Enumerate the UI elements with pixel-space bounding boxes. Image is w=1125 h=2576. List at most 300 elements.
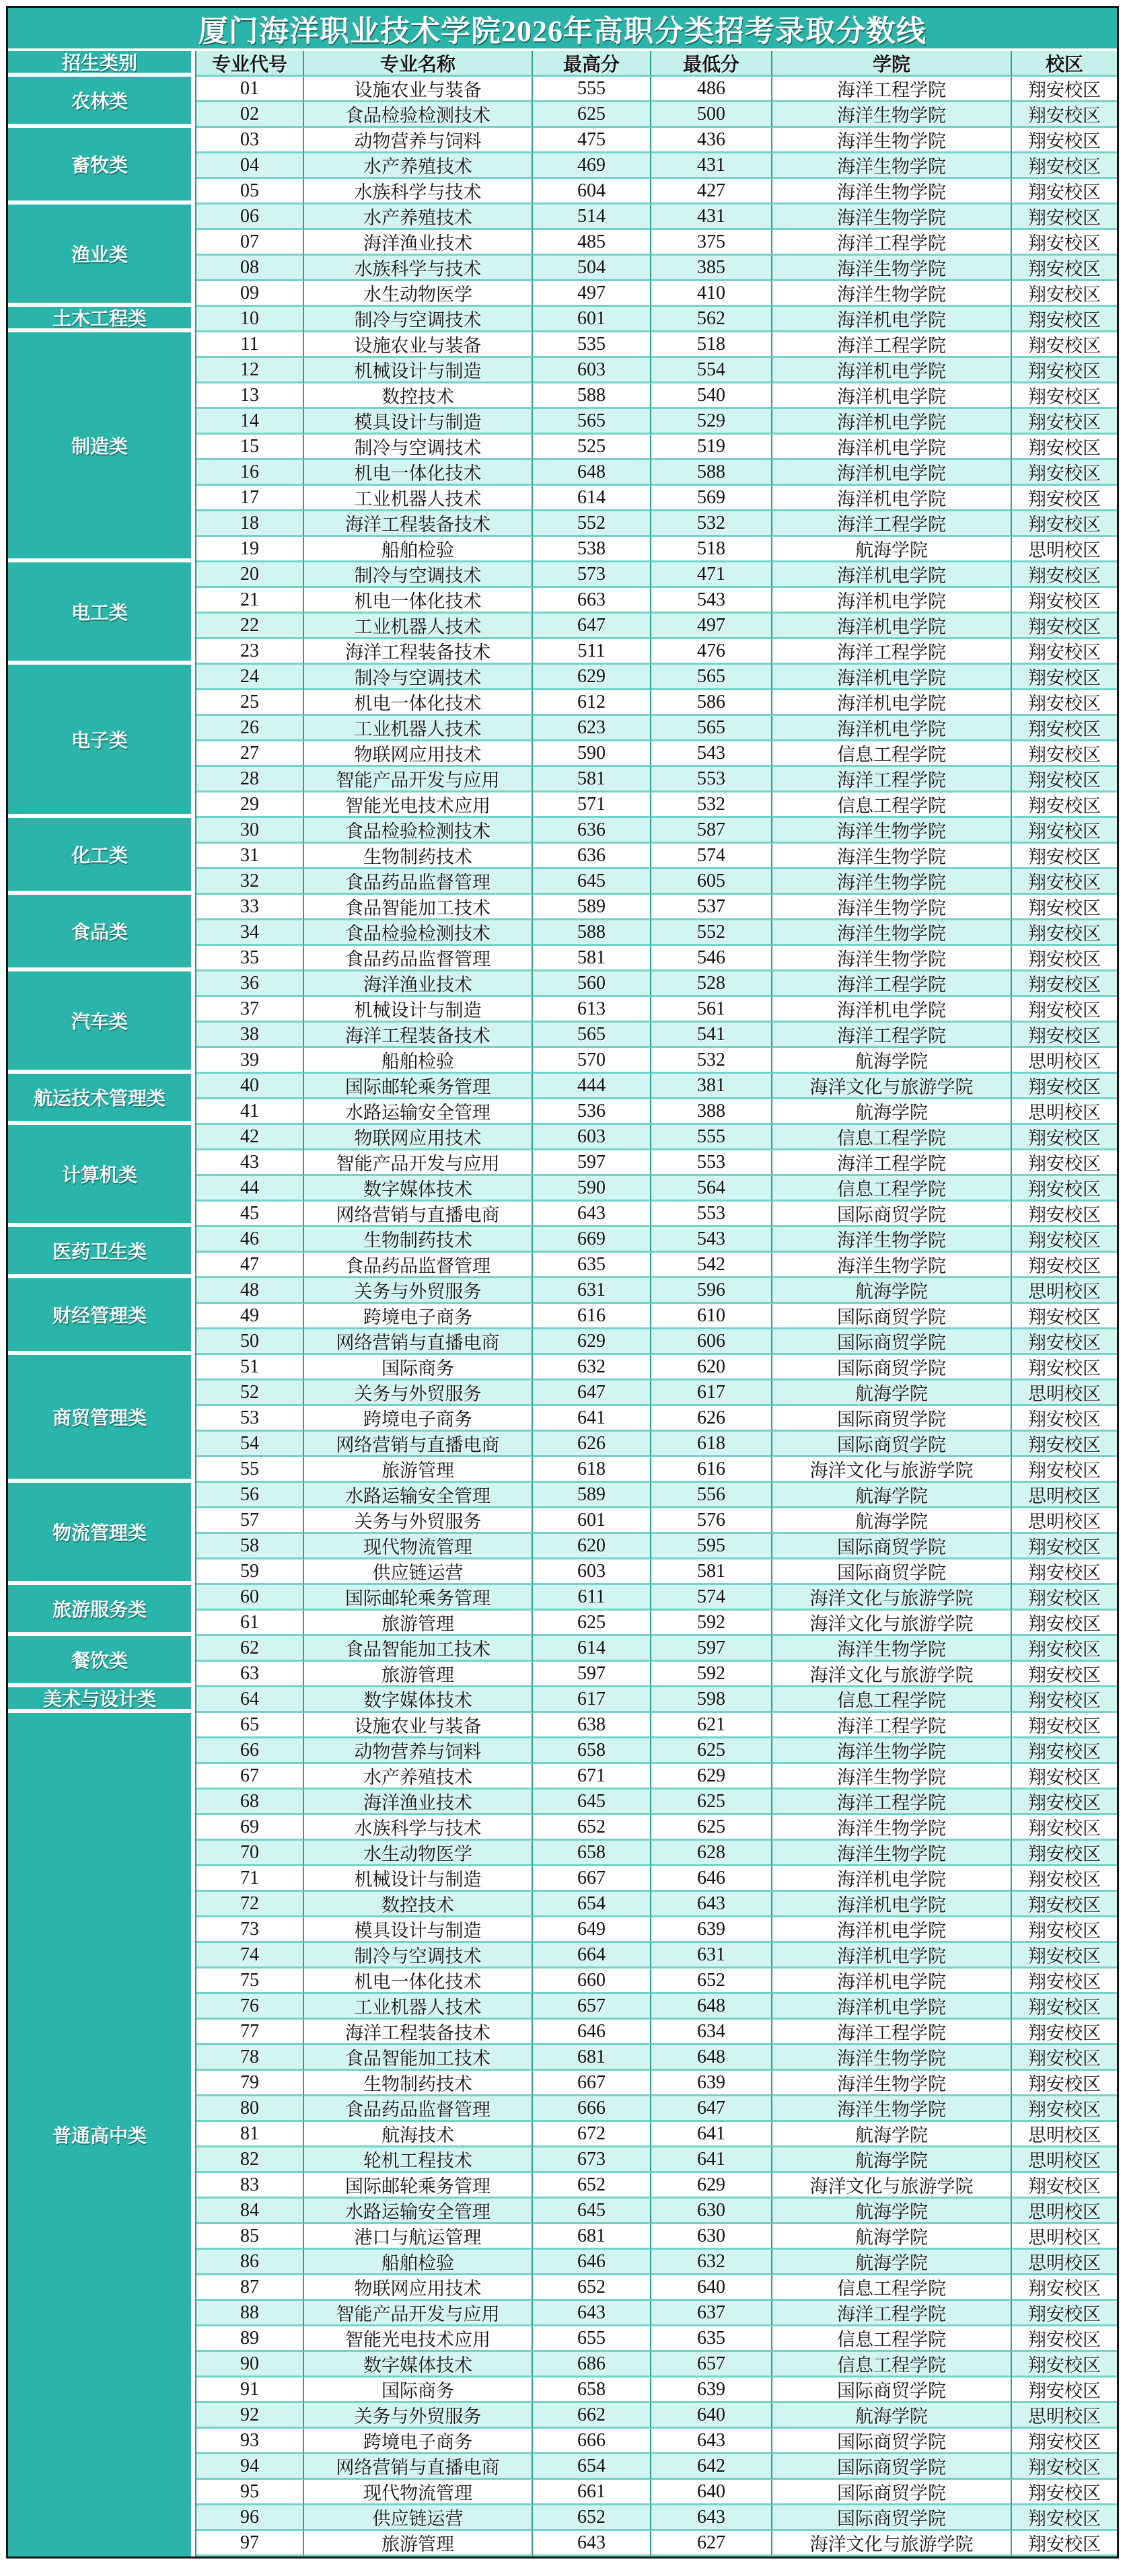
college-cell: 海洋机电学院 bbox=[772, 460, 1012, 486]
major-code-cell: 42 bbox=[196, 1125, 304, 1150]
min-score-cell: 546 bbox=[651, 946, 772, 971]
min-score-cell: 581 bbox=[651, 1559, 772, 1585]
college-cell: 海洋机电学院 bbox=[772, 716, 1012, 741]
major-code-cell: 76 bbox=[196, 1994, 304, 2020]
min-score-cell: 637 bbox=[651, 2301, 772, 2326]
min-score-cell: 630 bbox=[651, 2199, 772, 2224]
min-score-cell: 471 bbox=[651, 562, 772, 588]
max-score-cell: 570 bbox=[533, 1048, 651, 1074]
max-score-cell: 649 bbox=[533, 1917, 651, 1943]
major-code-cell: 37 bbox=[196, 997, 304, 1023]
college-cell: 国际商贸学院 bbox=[772, 2378, 1012, 2403]
major-name-cell: 模具设计与制造 bbox=[304, 409, 533, 435]
college-cell: 航海学院 bbox=[772, 1278, 1012, 1304]
college-cell: 航海学院 bbox=[772, 537, 1012, 562]
college-cell: 海洋生物学院 bbox=[772, 102, 1012, 128]
college-cell: 海洋机电学院 bbox=[772, 358, 1012, 383]
college-cell: 信息工程学院 bbox=[772, 793, 1012, 818]
min-score-cell: 618 bbox=[651, 1432, 772, 1457]
major-name-cell: 制冷与空调技术 bbox=[304, 435, 533, 460]
min-score-cell: 543 bbox=[651, 588, 772, 614]
max-score-cell: 590 bbox=[533, 741, 651, 767]
campus-cell: 翔安校区 bbox=[1012, 332, 1117, 358]
major-code-cell: 95 bbox=[196, 2480, 304, 2505]
major-name-cell: 海洋工程装备技术 bbox=[304, 511, 533, 537]
max-score-cell: 603 bbox=[533, 1125, 651, 1150]
min-score-cell: 629 bbox=[651, 2173, 772, 2199]
header-cell-campus: 校区 bbox=[1012, 51, 1117, 77]
max-score-cell: 604 bbox=[533, 179, 651, 205]
max-score-cell: 536 bbox=[533, 1099, 651, 1125]
campus-cell: 翔安校区 bbox=[1012, 2531, 1117, 2556]
major-code-cell: 70 bbox=[196, 1841, 304, 1866]
campus-cell: 思明校区 bbox=[1012, 1278, 1117, 1304]
campus-cell: 思明校区 bbox=[1012, 1483, 1117, 1508]
campus-cell: 翔安校区 bbox=[1012, 1636, 1117, 1662]
college-cell: 海洋文化与旅游学院 bbox=[772, 1074, 1012, 1099]
min-score-cell: 598 bbox=[651, 1687, 772, 1713]
category-cell: 汽车类 bbox=[8, 971, 191, 1074]
college-cell: 信息工程学院 bbox=[772, 1176, 1012, 1202]
major-code-cell: 65 bbox=[196, 1713, 304, 1738]
major-code-cell: 10 bbox=[196, 307, 304, 332]
min-score-cell: 648 bbox=[651, 2045, 772, 2071]
min-score-cell: 626 bbox=[651, 1406, 772, 1432]
college-cell: 海洋文化与旅游学院 bbox=[772, 1457, 1012, 1483]
major-name-cell: 食品智能加工技术 bbox=[304, 2045, 533, 2071]
min-score-cell: 592 bbox=[651, 1662, 772, 1687]
min-score-cell: 555 bbox=[651, 1125, 772, 1150]
major-name-cell: 海洋渔业技术 bbox=[304, 1790, 533, 1815]
max-score-cell: 589 bbox=[533, 1483, 651, 1508]
campus-cell: 思明校区 bbox=[1012, 1048, 1117, 1074]
max-score-cell: 632 bbox=[533, 1355, 651, 1381]
college-cell: 海洋机电学院 bbox=[772, 383, 1012, 409]
campus-cell: 翔安校区 bbox=[1012, 2173, 1117, 2199]
major-name-cell: 水路运输安全管理 bbox=[304, 1099, 533, 1125]
campus-cell: 思明校区 bbox=[1012, 2122, 1117, 2147]
campus-cell: 翔安校区 bbox=[1012, 869, 1117, 895]
college-cell: 国际商贸学院 bbox=[772, 2505, 1012, 2531]
major-code-cell: 84 bbox=[196, 2199, 304, 2224]
college-cell: 海洋生物学院 bbox=[772, 1815, 1012, 1841]
major-code-cell: 73 bbox=[196, 1917, 304, 1943]
campus-cell: 翔安校区 bbox=[1012, 1917, 1117, 1943]
major-code-cell: 03 bbox=[196, 128, 304, 153]
max-score-cell: 666 bbox=[533, 2096, 651, 2122]
campus-cell: 翔安校区 bbox=[1012, 946, 1117, 971]
min-score-cell: 646 bbox=[651, 1866, 772, 1892]
major-code-cell: 26 bbox=[196, 716, 304, 741]
major-name-cell: 制冷与空调技术 bbox=[304, 1943, 533, 1968]
major-code-cell: 77 bbox=[196, 2020, 304, 2045]
campus-cell: 翔安校区 bbox=[1012, 511, 1117, 537]
major-code-cell: 18 bbox=[196, 511, 304, 537]
major-code-cell: 39 bbox=[196, 1048, 304, 1074]
max-score-cell: 625 bbox=[533, 1611, 651, 1636]
major-name-cell: 食品智能加工技术 bbox=[304, 895, 533, 920]
max-score-cell: 636 bbox=[533, 818, 651, 844]
college-cell: 海洋工程学院 bbox=[772, 1713, 1012, 1738]
campus-cell: 翔安校区 bbox=[1012, 614, 1117, 639]
max-score-cell: 657 bbox=[533, 1994, 651, 2020]
college-cell: 航海学院 bbox=[772, 2250, 1012, 2275]
max-score-cell: 616 bbox=[533, 1304, 651, 1329]
major-name-cell: 工业机器人技术 bbox=[304, 614, 533, 639]
campus-cell: 翔安校区 bbox=[1012, 1585, 1117, 1611]
college-cell: 航海学院 bbox=[772, 2199, 1012, 2224]
major-name-cell: 数字媒体技术 bbox=[304, 2352, 533, 2378]
major-name-cell: 跨境电子商务 bbox=[304, 2429, 533, 2454]
max-score-cell: 511 bbox=[533, 639, 651, 665]
category-cell: 医药卫生类 bbox=[8, 1227, 191, 1278]
campus-cell: 翔安校区 bbox=[1012, 1815, 1117, 1841]
major-code-cell: 38 bbox=[196, 1023, 304, 1048]
max-score-cell: 666 bbox=[533, 2429, 651, 2454]
major-name-cell: 食品药品监督管理 bbox=[304, 1253, 533, 1278]
max-score-cell: 660 bbox=[533, 1968, 651, 1994]
major-code-cell: 86 bbox=[196, 2250, 304, 2275]
min-score-cell: 625 bbox=[651, 1738, 772, 1764]
campus-cell: 翔安校区 bbox=[1012, 205, 1117, 230]
major-name-cell: 航海技术 bbox=[304, 2122, 533, 2147]
major-code-cell: 94 bbox=[196, 2454, 304, 2480]
min-score-cell: 540 bbox=[651, 383, 772, 409]
major-code-cell: 68 bbox=[196, 1790, 304, 1815]
header-cell-min-score: 最低分 bbox=[651, 51, 772, 77]
major-name-cell: 水路运输安全管理 bbox=[304, 1483, 533, 1508]
max-score-cell: 617 bbox=[533, 1687, 651, 1713]
max-score-cell: 614 bbox=[533, 486, 651, 511]
min-score-cell: 431 bbox=[651, 153, 772, 179]
major-name-cell: 机械设计与制造 bbox=[304, 1866, 533, 1892]
min-score-cell: 621 bbox=[651, 1713, 772, 1738]
max-score-cell: 646 bbox=[533, 2020, 651, 2045]
major-code-cell: 59 bbox=[196, 1559, 304, 1585]
max-score-cell: 555 bbox=[533, 77, 651, 102]
major-name-cell: 旅游管理 bbox=[304, 1611, 533, 1636]
max-score-cell: 662 bbox=[533, 2403, 651, 2429]
college-cell: 海洋文化与旅游学院 bbox=[772, 2173, 1012, 2199]
major-name-cell: 智能产品开发与应用 bbox=[304, 2301, 533, 2326]
major-name-cell: 智能产品开发与应用 bbox=[304, 767, 533, 793]
major-name-cell: 网络营销与直播电商 bbox=[304, 1202, 533, 1227]
max-score-cell: 588 bbox=[533, 920, 651, 946]
min-score-cell: 606 bbox=[651, 1329, 772, 1355]
category-cell: 餐饮类 bbox=[8, 1636, 191, 1687]
min-score-cell: 625 bbox=[651, 1790, 772, 1815]
max-score-cell: 497 bbox=[533, 281, 651, 307]
min-score-cell: 427 bbox=[651, 179, 772, 205]
header-cell-college: 学院 bbox=[772, 51, 1012, 77]
major-name-cell: 食品检验检测技术 bbox=[304, 818, 533, 844]
max-score-cell: 663 bbox=[533, 588, 651, 614]
college-cell: 国际商贸学院 bbox=[772, 1406, 1012, 1432]
college-cell: 海洋工程学院 bbox=[772, 2301, 1012, 2326]
max-score-cell: 469 bbox=[533, 153, 651, 179]
major-name-cell: 机电一体化技术 bbox=[304, 588, 533, 614]
max-score-cell: 525 bbox=[533, 435, 651, 460]
max-score-cell: 664 bbox=[533, 1943, 651, 1968]
major-code-cell: 22 bbox=[196, 614, 304, 639]
min-score-cell: 375 bbox=[651, 230, 772, 256]
major-name-cell: 生物制药技术 bbox=[304, 2071, 533, 2096]
major-name-cell: 食品检验检测技术 bbox=[304, 102, 533, 128]
major-name-cell: 数字媒体技术 bbox=[304, 1687, 533, 1713]
campus-cell: 翔安校区 bbox=[1012, 741, 1117, 767]
min-score-cell: 595 bbox=[651, 1534, 772, 1559]
min-score-cell: 641 bbox=[651, 2147, 772, 2173]
major-code-cell: 02 bbox=[196, 102, 304, 128]
campus-cell: 翔安校区 bbox=[1012, 895, 1117, 920]
max-score-cell: 535 bbox=[533, 332, 651, 358]
title-bar bbox=[8, 8, 1117, 51]
major-name-cell: 网络营销与直播电商 bbox=[304, 1329, 533, 1355]
min-score-cell: 630 bbox=[651, 2224, 772, 2250]
campus-cell: 翔安校区 bbox=[1012, 2071, 1117, 2096]
major-code-cell: 30 bbox=[196, 818, 304, 844]
min-score-cell: 553 bbox=[651, 1202, 772, 1227]
major-code-cell: 88 bbox=[196, 2301, 304, 2326]
campus-cell: 翔安校区 bbox=[1012, 1432, 1117, 1457]
college-cell: 海洋生物学院 bbox=[772, 153, 1012, 179]
major-name-cell: 食品药品监督管理 bbox=[304, 869, 533, 895]
major-name-cell: 船舶检验 bbox=[304, 1048, 533, 1074]
max-score-cell: 581 bbox=[533, 767, 651, 793]
college-cell: 海洋生物学院 bbox=[772, 920, 1012, 946]
major-code-cell: 52 bbox=[196, 1381, 304, 1406]
major-name-cell: 食品药品监督管理 bbox=[304, 2096, 533, 2122]
major-name-cell: 食品智能加工技术 bbox=[304, 1636, 533, 1662]
min-score-cell: 642 bbox=[651, 2454, 772, 2480]
major-code-cell: 21 bbox=[196, 588, 304, 614]
min-score-cell: 542 bbox=[651, 1253, 772, 1278]
category-cell: 航运技术管理类 bbox=[8, 1074, 191, 1125]
max-score-cell: 652 bbox=[533, 2505, 651, 2531]
college-cell: 信息工程学院 bbox=[772, 1687, 1012, 1713]
max-score-cell: 629 bbox=[533, 665, 651, 690]
campus-cell: 翔安校区 bbox=[1012, 639, 1117, 665]
major-code-cell: 09 bbox=[196, 281, 304, 307]
max-score-cell: 603 bbox=[533, 358, 651, 383]
min-score-cell: 639 bbox=[651, 2378, 772, 2403]
min-score-cell: 565 bbox=[651, 716, 772, 741]
min-score-cell: 554 bbox=[651, 358, 772, 383]
min-score-cell: 518 bbox=[651, 332, 772, 358]
major-name-cell: 旅游管理 bbox=[304, 1662, 533, 1687]
max-score-cell: 631 bbox=[533, 1278, 651, 1304]
max-score-cell: 686 bbox=[533, 2352, 651, 2378]
major-name-cell: 国际邮轮乘务管理 bbox=[304, 1074, 533, 1099]
college-cell: 海洋生物学院 bbox=[772, 869, 1012, 895]
min-score-cell: 597 bbox=[651, 1636, 772, 1662]
max-score-cell: 618 bbox=[533, 1457, 651, 1483]
min-score-cell: 634 bbox=[651, 2020, 772, 2045]
max-score-cell: 661 bbox=[533, 2480, 651, 2505]
major-code-cell: 93 bbox=[196, 2429, 304, 2454]
major-code-cell: 96 bbox=[196, 2505, 304, 2531]
min-score-cell: 431 bbox=[651, 205, 772, 230]
major-name-cell: 供应链运营 bbox=[304, 1559, 533, 1585]
min-score-cell: 639 bbox=[651, 1917, 772, 1943]
college-cell: 海洋工程学院 bbox=[772, 767, 1012, 793]
category-cell: 农林类 bbox=[8, 77, 191, 128]
max-score-cell: 565 bbox=[533, 409, 651, 435]
header-cell-major-name: 专业名称 bbox=[304, 51, 533, 77]
score-table bbox=[8, 51, 1117, 2556]
min-score-cell: 576 bbox=[651, 1508, 772, 1534]
campus-cell: 翔安校区 bbox=[1012, 77, 1117, 102]
campus-cell: 翔安校区 bbox=[1012, 153, 1117, 179]
max-score-cell: 571 bbox=[533, 793, 651, 818]
major-code-cell: 04 bbox=[196, 153, 304, 179]
campus-cell: 翔安校区 bbox=[1012, 2429, 1117, 2454]
max-score-cell: 672 bbox=[533, 2122, 651, 2147]
min-score-cell: 562 bbox=[651, 307, 772, 332]
college-cell: 海洋工程学院 bbox=[772, 77, 1012, 102]
campus-cell: 思明校区 bbox=[1012, 1099, 1117, 1125]
min-score-cell: 565 bbox=[651, 665, 772, 690]
college-cell: 国际商贸学院 bbox=[772, 1304, 1012, 1329]
college-cell: 海洋生物学院 bbox=[772, 179, 1012, 205]
major-name-cell: 物联网应用技术 bbox=[304, 1125, 533, 1150]
college-cell: 海洋文化与旅游学院 bbox=[772, 1662, 1012, 1687]
min-score-cell: 553 bbox=[651, 767, 772, 793]
header-cell-category: 招生类别 bbox=[8, 51, 191, 77]
min-score-cell: 552 bbox=[651, 920, 772, 946]
major-code-cell: 72 bbox=[196, 1892, 304, 1917]
major-name-cell: 制冷与空调技术 bbox=[304, 307, 533, 332]
college-cell: 海洋机电学院 bbox=[772, 1917, 1012, 1943]
major-code-cell: 13 bbox=[196, 383, 304, 409]
major-code-cell: 11 bbox=[196, 332, 304, 358]
major-name-cell: 海洋工程装备技术 bbox=[304, 1023, 533, 1048]
college-cell: 航海学院 bbox=[772, 2403, 1012, 2429]
min-score-cell: 629 bbox=[651, 1764, 772, 1790]
major-code-cell: 40 bbox=[196, 1074, 304, 1099]
campus-cell: 翔安校区 bbox=[1012, 1559, 1117, 1585]
category-cell: 美术与设计类 bbox=[8, 1687, 191, 1713]
college-cell: 海洋生物学院 bbox=[772, 1738, 1012, 1764]
major-name-cell: 动物营养与饲料 bbox=[304, 1738, 533, 1764]
major-code-cell: 23 bbox=[196, 639, 304, 665]
college-cell: 海洋机电学院 bbox=[772, 588, 1012, 614]
college-cell: 海洋机电学院 bbox=[772, 435, 1012, 460]
campus-cell: 翔安校区 bbox=[1012, 179, 1117, 205]
major-code-cell: 15 bbox=[196, 435, 304, 460]
campus-cell: 翔安校区 bbox=[1012, 1764, 1117, 1790]
campus-cell: 翔安校区 bbox=[1012, 1355, 1117, 1381]
college-cell: 国际商贸学院 bbox=[772, 1355, 1012, 1381]
college-cell: 海洋文化与旅游学院 bbox=[772, 2531, 1012, 2556]
college-cell: 海洋生物学院 bbox=[772, 1841, 1012, 1866]
campus-cell: 翔安校区 bbox=[1012, 767, 1117, 793]
major-code-cell: 27 bbox=[196, 741, 304, 767]
category-cell: 财经管理类 bbox=[8, 1278, 191, 1355]
max-score-cell: 475 bbox=[533, 128, 651, 153]
campus-cell: 思明校区 bbox=[1012, 2403, 1117, 2429]
major-name-cell: 关务与外贸服务 bbox=[304, 1508, 533, 1534]
college-cell: 国际商贸学院 bbox=[772, 2429, 1012, 2454]
college-cell: 海洋工程学院 bbox=[772, 1150, 1012, 1176]
campus-cell: 翔安校区 bbox=[1012, 1892, 1117, 1917]
college-cell: 国际商贸学院 bbox=[772, 1534, 1012, 1559]
major-code-cell: 54 bbox=[196, 1432, 304, 1457]
major-name-cell: 船舶检验 bbox=[304, 2250, 533, 2275]
min-score-cell: 625 bbox=[651, 1815, 772, 1841]
major-name-cell: 机械设计与制造 bbox=[304, 997, 533, 1023]
min-score-cell: 631 bbox=[651, 1943, 772, 1968]
college-cell: 海洋机电学院 bbox=[772, 1866, 1012, 1892]
min-score-cell: 528 bbox=[651, 971, 772, 997]
min-score-cell: 553 bbox=[651, 1150, 772, 1176]
campus-cell: 翔安校区 bbox=[1012, 562, 1117, 588]
max-score-cell: 514 bbox=[533, 205, 651, 230]
major-name-cell: 现代物流管理 bbox=[304, 2480, 533, 2505]
major-code-cell: 34 bbox=[196, 920, 304, 946]
max-score-cell: 655 bbox=[533, 2326, 651, 2352]
college-cell: 航海学院 bbox=[772, 1508, 1012, 1534]
min-score-cell: 561 bbox=[651, 997, 772, 1023]
min-score-cell: 596 bbox=[651, 1278, 772, 1304]
major-name-cell: 关务与外贸服务 bbox=[304, 1278, 533, 1304]
campus-cell: 翔安校区 bbox=[1012, 1841, 1117, 1866]
min-score-cell: 532 bbox=[651, 511, 772, 537]
min-score-cell: 652 bbox=[651, 1968, 772, 1994]
college-cell: 海洋机电学院 bbox=[772, 1994, 1012, 2020]
college-cell: 国际商贸学院 bbox=[772, 1432, 1012, 1457]
campus-cell: 翔安校区 bbox=[1012, 2505, 1117, 2531]
min-score-cell: 500 bbox=[651, 102, 772, 128]
major-code-cell: 50 bbox=[196, 1329, 304, 1355]
major-name-cell: 模具设计与制造 bbox=[304, 1917, 533, 1943]
campus-cell: 翔安校区 bbox=[1012, 460, 1117, 486]
min-score-cell: 640 bbox=[651, 2275, 772, 2301]
major-name-cell: 制冷与空调技术 bbox=[304, 665, 533, 690]
max-score-cell: 681 bbox=[533, 2045, 651, 2071]
major-code-cell: 80 bbox=[196, 2096, 304, 2122]
major-code-cell: 90 bbox=[196, 2352, 304, 2378]
min-score-cell: 381 bbox=[651, 1074, 772, 1099]
campus-cell: 翔安校区 bbox=[1012, 128, 1117, 153]
major-code-cell: 91 bbox=[196, 2378, 304, 2403]
max-score-cell: 671 bbox=[533, 1764, 651, 1790]
campus-cell: 翔安校区 bbox=[1012, 1023, 1117, 1048]
campus-cell: 翔安校区 bbox=[1012, 2352, 1117, 2378]
major-name-cell: 动物营养与饲料 bbox=[304, 128, 533, 153]
min-score-cell: 476 bbox=[651, 639, 772, 665]
college-cell: 国际商贸学院 bbox=[772, 1202, 1012, 1227]
category-cell: 电子类 bbox=[8, 665, 191, 818]
major-name-cell: 工业机器人技术 bbox=[304, 486, 533, 511]
college-cell: 信息工程学院 bbox=[772, 2352, 1012, 2378]
campus-cell: 翔安校区 bbox=[1012, 1176, 1117, 1202]
campus-cell: 翔安校区 bbox=[1012, 690, 1117, 716]
campus-cell: 翔安校区 bbox=[1012, 971, 1117, 997]
max-score-cell: 654 bbox=[533, 2454, 651, 2480]
max-score-cell: 626 bbox=[533, 1432, 651, 1457]
major-code-cell: 12 bbox=[196, 358, 304, 383]
major-name-cell: 智能光电技术应用 bbox=[304, 2326, 533, 2352]
college-cell: 航海学院 bbox=[772, 1483, 1012, 1508]
major-name-cell: 机械设计与制造 bbox=[304, 358, 533, 383]
campus-cell: 翔安校区 bbox=[1012, 486, 1117, 511]
min-score-cell: 519 bbox=[651, 435, 772, 460]
major-code-cell: 45 bbox=[196, 1202, 304, 1227]
category-cell: 食品类 bbox=[8, 895, 191, 971]
major-code-cell: 47 bbox=[196, 1253, 304, 1278]
max-score-cell: 647 bbox=[533, 1381, 651, 1406]
